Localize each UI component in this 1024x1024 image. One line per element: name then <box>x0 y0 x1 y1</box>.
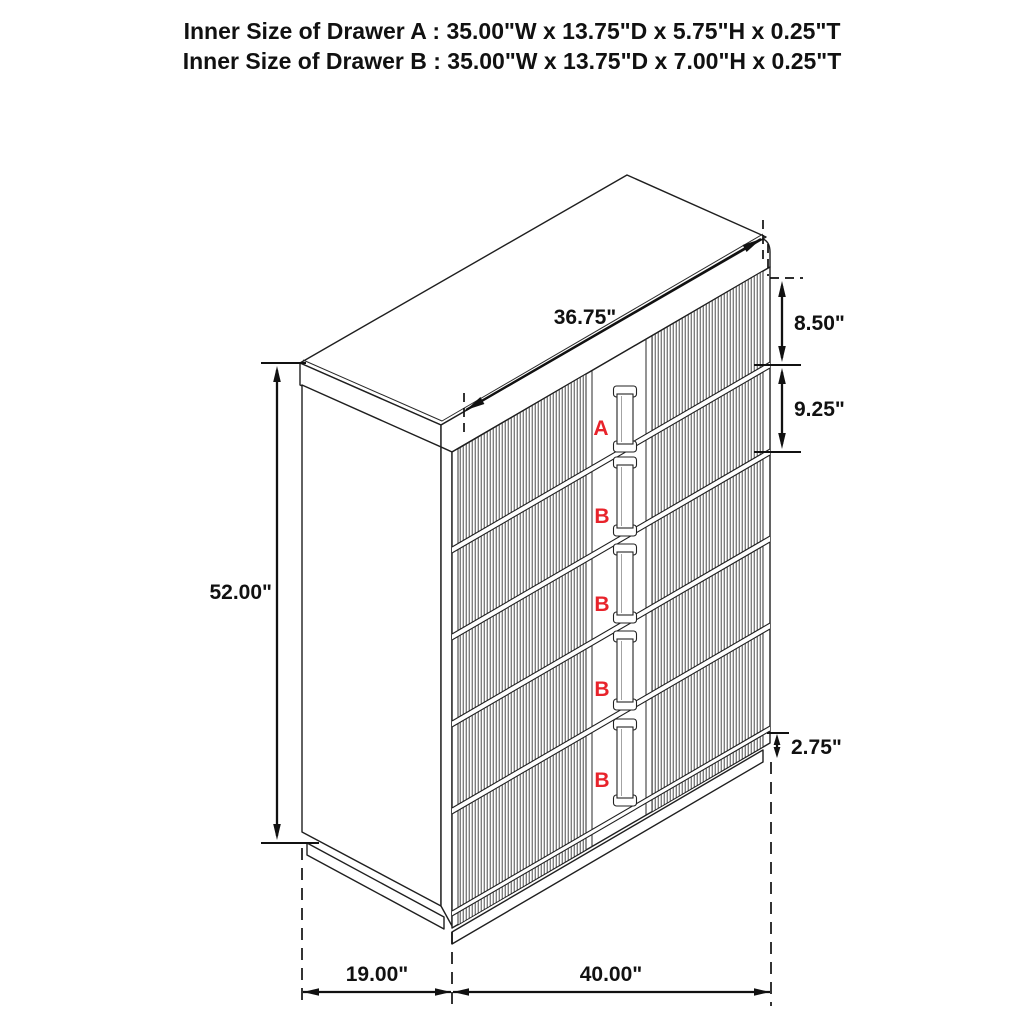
overall-width-label: 40.00" <box>579 963 643 986</box>
drawer-label-b2: B <box>594 593 610 616</box>
arrowhead <box>778 368 786 384</box>
drawer-fluting-right <box>652 271 763 812</box>
dimension-base-height <box>767 733 842 759</box>
handle-bar <box>617 639 633 702</box>
handle-bar <box>617 727 633 798</box>
top-width-label: 36.75" <box>553 306 617 329</box>
handle-bar <box>617 394 633 444</box>
handle-bar <box>617 552 633 615</box>
overall-height-label: 52.00" <box>209 581 272 604</box>
drawer-fluting-left <box>458 374 586 925</box>
base-height-label: 2.75" <box>791 736 842 759</box>
drawer-handle-b4 <box>614 719 637 806</box>
arrowhead <box>435 988 451 995</box>
arrowhead <box>778 281 786 297</box>
drawer-label-b1: B <box>594 505 610 528</box>
side-panel <box>302 385 441 906</box>
drawer-label-b3: B <box>594 678 610 701</box>
arrowhead <box>778 433 786 449</box>
drawer-label-a: A <box>593 417 609 440</box>
diagram-title <box>183 18 842 74</box>
drawer-handle-b1 <box>614 457 637 536</box>
top-drawer-height-label: 8.50" <box>794 312 845 335</box>
drawer-handle-a <box>614 386 637 452</box>
handle-bar <box>617 465 633 528</box>
arrowhead <box>273 366 281 382</box>
arrowhead <box>774 734 781 745</box>
arrowhead <box>778 346 786 362</box>
cabinet-drawing <box>300 175 770 944</box>
depth-label: 19.00" <box>345 963 409 986</box>
arrowhead <box>303 988 319 995</box>
front-left-corner-band <box>441 447 452 926</box>
drawer-a-inner-size-title: Inner Size of Drawer A : 35.00"W x 13.75"D x 5.75"H x 0.25"T <box>183 18 841 44</box>
arrowhead <box>273 824 281 840</box>
arrowhead <box>453 988 469 995</box>
arrowhead <box>774 747 781 758</box>
cabinet-side-panel <box>302 385 452 929</box>
arrowhead <box>754 988 770 995</box>
middle-drawer-height-label: 9.25" <box>794 398 845 421</box>
drawer-handle-b2 <box>614 544 637 623</box>
drawer-b-inner-size-title: Inner Size of Drawer B : 35.00"W x 13.75"D x 7.00"H x 0.25"T <box>182 48 842 74</box>
drawer-label-b4: B <box>594 769 610 792</box>
drawer-handle-b3 <box>614 631 637 710</box>
